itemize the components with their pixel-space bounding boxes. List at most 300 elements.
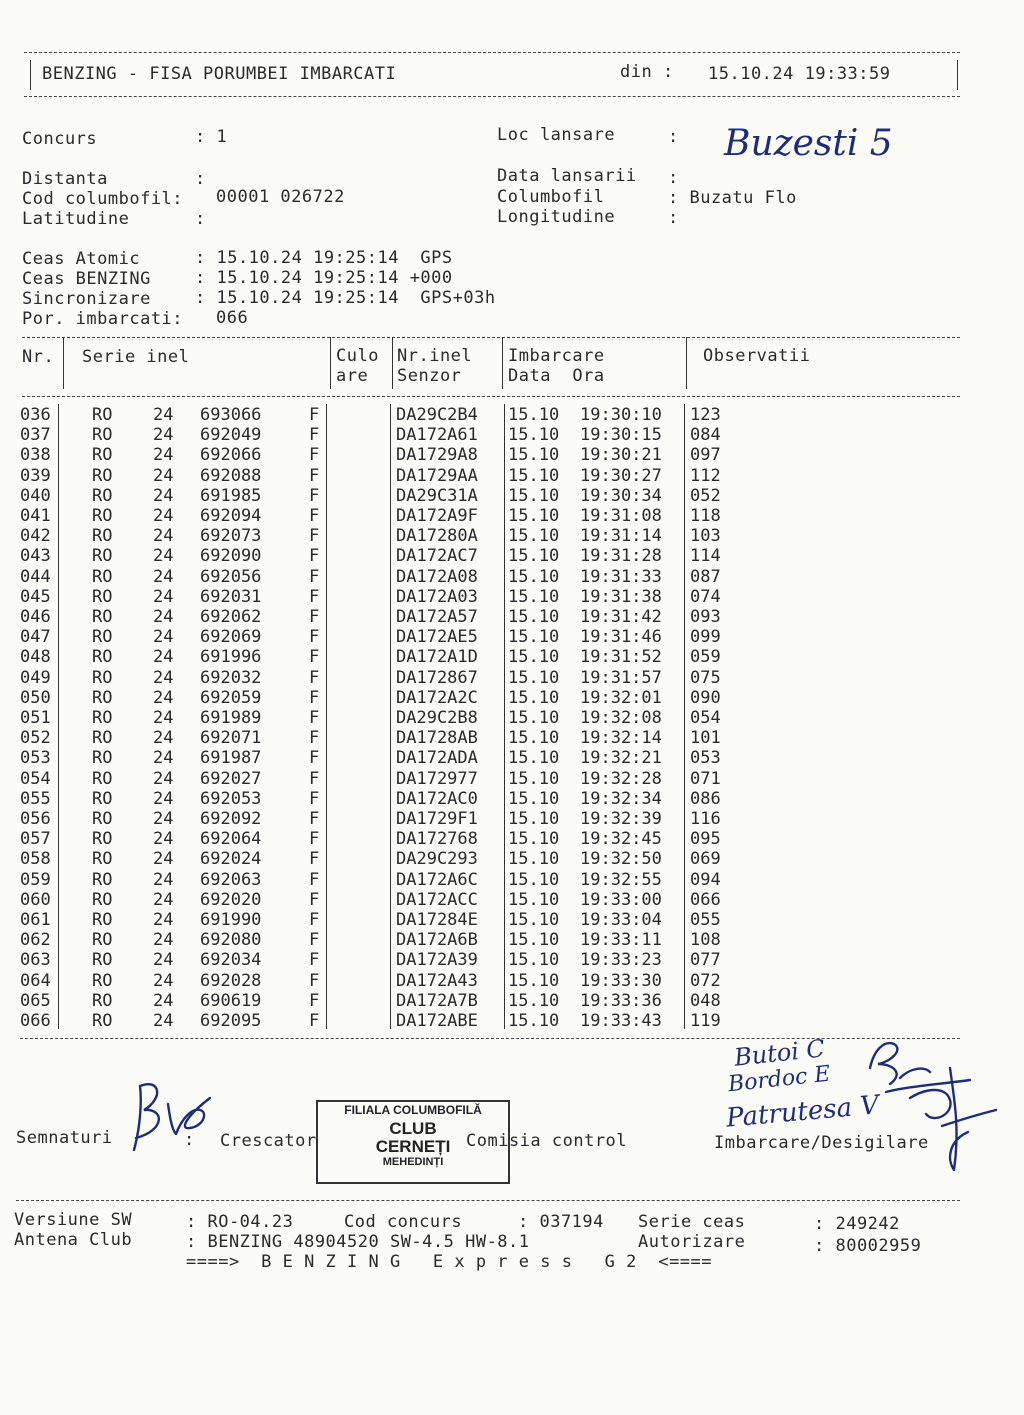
cell-an: 24 [153,627,174,648]
cell-tara: RO [92,930,113,951]
cell-observatii: 084 [690,425,721,446]
cell-ora: 19:33:30 [580,970,662,991]
cell-senzor: DA172A39 [396,950,478,971]
cell-observatii: 101 [690,728,721,749]
cell-ora: 19:32:45 [580,829,662,850]
cell-an: 24 [153,566,174,587]
cell-observatii: 069 [690,849,721,870]
table-row [0,950,1024,970]
cell-senzor: DA172ACC [396,889,478,910]
table-row [0,930,1024,950]
table-header-sep-3 [392,337,393,389]
cell-data: 15.10 [508,647,560,668]
cell-inel: 692020 [200,889,262,910]
serie-ceas-value: : 249242 [814,1214,900,1234]
cell-inel: 692066 [200,445,262,466]
cell-tara: RO [92,627,113,648]
handwritten-name-1: Butoi C [732,1034,827,1072]
cell-ora: 19:31:42 [580,607,662,627]
por-imbarcati-label: Por. imbarcati: [22,309,184,329]
cell-tara: RO [92,485,113,506]
cell-ora: 19:33:43 [580,1011,662,1031]
table-row [0,728,1024,748]
table-row [0,526,1024,546]
data-lansarii-value: : [668,168,679,188]
cell-data: 15.10 [508,930,560,951]
cell-ora: 19:32:21 [580,748,662,769]
cell-nr: 056 [20,809,51,829]
cell-observatii: 059 [690,647,721,668]
table-top-rule [22,337,960,338]
cell-ora: 19:31:52 [580,647,662,668]
table-header-sep-4 [502,337,503,389]
cell-tara: RO [92,869,113,890]
cell-sex: F [309,687,320,708]
cod-columbofil-label: Cod columbofil: [22,189,184,209]
cell-an: 24 [153,809,174,829]
cell-data: 15.10 [508,768,560,789]
cell-data: 15.10 [508,990,560,1011]
cell-senzor: DA172A6C [396,869,478,890]
cell-an: 24 [153,405,174,425]
columbofil-label: Columbofil [497,187,605,207]
cell-nr: 062 [20,930,51,951]
cell-ora: 19:31:57 [580,667,662,688]
cell-ora: 19:30:34 [580,485,662,506]
table-body-sep-4 [504,404,505,1029]
document-title: BENZING - FISA PORUMBEI IMBARCATI [42,64,397,84]
cell-an: 24 [153,485,174,506]
table-row [0,405,1024,425]
cell-inel: 692062 [200,607,262,627]
header-right-border [957,60,958,90]
cell-an: 24 [153,768,174,789]
cell-tara: RO [92,889,113,910]
cell-ora: 19:30:15 [580,425,662,446]
cell-sex: F [309,445,320,466]
club-stamp [316,1100,510,1184]
cell-an: 24 [153,849,174,870]
table-header-sep-1 [63,337,64,389]
cell-ora: 19:32:34 [580,788,662,809]
cell-senzor: DA172AC0 [396,788,478,809]
cell-data: 15.10 [508,566,560,587]
cell-data: 15.10 [508,748,560,769]
table-row [0,829,1024,849]
cell-sex: F [309,566,320,587]
cell-tara: RO [92,566,113,587]
cell-tara: RO [92,768,113,789]
cell-inel: 691985 [200,485,262,506]
cell-an: 24 [153,465,174,486]
table-body-sep-3 [390,404,391,1029]
cell-an: 24 [153,526,174,547]
cell-observatii: 053 [690,748,721,769]
header-top-rule [24,52,960,53]
cell-sex: F [309,526,320,547]
cell-an: 24 [153,990,174,1011]
ceas-atomic-value: : 15.10.24 19:25:14 GPS [195,248,453,268]
cell-an: 24 [153,425,174,446]
cell-data: 15.10 [508,829,560,850]
cell-senzor: DA172768 [396,829,478,850]
cell-tara: RO [92,990,113,1011]
loc-lansare-handwritten: Buzesti 5 [724,123,893,164]
cell-inel: 692069 [200,627,262,648]
cell-ora: 19:31:38 [580,586,662,607]
versiune-sw-value: : RO-04.23 [186,1212,294,1232]
cell-an: 24 [153,728,174,749]
col-header-culoare-2: are [336,366,369,386]
table-row [0,991,1024,1011]
cell-an: 24 [153,445,174,466]
cell-an: 24 [153,667,174,688]
table-body-sep-1 [58,404,59,1029]
cell-sex: F [309,586,320,607]
table-row [0,546,1024,566]
table-row [0,587,1024,607]
cell-nr: 066 [20,1011,51,1031]
cell-senzor: DA172A1D [396,647,478,668]
cell-an: 24 [153,607,174,627]
col-header-serie-inel: Serie inel [82,347,190,367]
cell-nr: 058 [20,849,51,870]
cell-senzor: DA1728AB [396,728,478,749]
cell-inel: 691996 [200,647,262,668]
cell-observatii: 090 [690,687,721,708]
cell-tara: RO [92,708,113,728]
table-body-sep-2 [326,404,327,1029]
table-row [0,567,1024,587]
cell-nr: 064 [20,970,51,991]
cell-ora: 19:32:50 [580,849,662,870]
cell-tara: RO [92,506,113,526]
crescator-label: Crescator [220,1131,317,1151]
col-header-nr: Nr. [22,347,55,367]
cell-data: 15.10 [508,950,560,971]
cell-inel: 692063 [200,869,262,890]
table-row [0,688,1024,708]
table-row [0,849,1024,869]
sincronizare-label: Sincronizare [22,289,151,309]
cell-tara: RO [92,950,113,971]
cell-observatii: 095 [690,829,721,850]
cod-concurs-value: : 037194 [518,1212,604,1232]
cell-ora: 19:33:36 [580,990,662,1011]
cell-inel: 692080 [200,930,262,951]
table-row [0,809,1024,829]
cell-tara: RO [92,788,113,809]
cell-ora: 19:30:21 [580,445,662,466]
cell-tara: RO [92,829,113,850]
cell-tara: RO [92,849,113,870]
cell-nr: 038 [20,445,51,466]
cell-sex: F [309,990,320,1011]
commission-signatures [850,1028,1000,1178]
cell-observatii: 054 [690,708,721,728]
cell-nr: 042 [20,526,51,547]
cell-ora: 19:32:01 [580,687,662,708]
cell-inel: 692088 [200,465,262,486]
cell-senzor: DA29C2B8 [396,708,478,728]
cell-senzor: DA29C31A [396,485,478,506]
semnaturi-label: Semnaturi [16,1128,113,1148]
cell-an: 24 [153,506,174,526]
table-body-sep-5 [684,404,685,1029]
cell-data: 15.10 [508,607,560,627]
cell-sex: F [309,506,320,526]
cell-ora: 19:32:08 [580,708,662,728]
cell-an: 24 [153,687,174,708]
stamp-line-1: FILIALA COLUMBOFILĂ [344,1103,482,1117]
cell-an: 24 [153,910,174,930]
cell-data: 15.10 [508,546,560,567]
cell-senzor: DA172A03 [396,586,478,607]
distanta-value: : [195,169,206,189]
cell-observatii: 074 [690,586,721,607]
cell-nr: 043 [20,546,51,567]
cell-observatii: 114 [690,546,721,567]
cell-senzor: DA1729A8 [396,445,478,466]
cell-data: 15.10 [508,586,560,607]
header-left-border [30,60,31,90]
cell-senzor: DA172A6B [396,930,478,951]
cell-sex: F [309,728,320,749]
cell-an: 24 [153,586,174,607]
cell-sex: F [309,405,320,425]
print-date-label: din : [620,62,674,82]
ceas-atomic-label: Ceas Atomic [22,249,141,269]
cell-senzor: DA17284E [396,910,478,930]
cell-nr: 065 [20,990,51,1011]
handwritten-name-3: Patrutesa V [724,1090,881,1134]
latitudine-value: : [195,209,206,229]
cell-sex: F [309,546,320,567]
cell-an: 24 [153,869,174,890]
cell-senzor: DA172A43 [396,970,478,991]
cell-inel: 692027 [200,768,262,789]
cell-sex: F [309,970,320,991]
col-header-observatii: Observatii [703,346,811,366]
cell-nr: 039 [20,465,51,486]
cell-nr: 060 [20,889,51,910]
cell-tara: RO [92,748,113,769]
stamp-line-3: CERNEȚI [375,1137,451,1156]
cell-data: 15.10 [508,405,560,425]
cell-ora: 19:33:23 [580,950,662,971]
cell-observatii: 112 [690,465,721,486]
cell-sex: F [309,647,320,668]
cell-an: 24 [153,788,174,809]
handwritten-name-2: Bordoc E [726,1061,832,1098]
cell-data: 15.10 [508,526,560,547]
cell-nr: 047 [20,627,51,648]
cell-observatii: 048 [690,990,721,1011]
comisia-control-label: Comisia control [466,1131,628,1151]
cell-ora: 19:30:27 [580,465,662,486]
cell-observatii: 108 [690,930,721,951]
table-row [0,445,1024,465]
cell-sex: F [309,768,320,789]
cell-tara: RO [92,667,113,688]
cell-nr: 057 [20,829,51,850]
cell-senzor: DA172ADA [396,748,478,769]
table-row [0,486,1024,506]
cell-tara: RO [92,586,113,607]
table-row [0,910,1024,930]
semnaturi-colon: : [184,1130,195,1150]
cell-sex: F [309,788,320,809]
cell-sex: F [309,930,320,951]
antena-club-label: Antena Club [14,1230,133,1250]
cell-nr: 048 [20,647,51,668]
cell-nr: 053 [20,748,51,769]
cell-observatii: 093 [690,607,721,627]
table-row [0,789,1024,809]
cell-senzor: DA17280A [396,526,478,547]
cell-tara: RO [92,526,113,547]
cell-senzor: DA172A2C [396,687,478,708]
cell-nr: 046 [20,607,51,627]
cell-data: 15.10 [508,889,560,910]
cell-senzor: DA172867 [396,667,478,688]
table-row [0,668,1024,688]
cell-ora: 19:33:04 [580,910,662,930]
cell-data: 15.10 [508,869,560,890]
header-bottom-rule [24,96,960,97]
cell-inel: 692073 [200,526,262,547]
cell-senzor: DA1729F1 [396,809,478,829]
cell-ora: 19:30:10 [580,405,662,425]
cell-senzor: DA172A61 [396,425,478,446]
cell-inel: 692095 [200,1011,262,1031]
cell-sex: F [309,910,320,930]
col-header-nr-inel-1: Nr.inel [397,346,473,366]
cell-data: 15.10 [508,485,560,506]
cell-inel: 692053 [200,788,262,809]
longitudine-value: : [668,208,679,228]
cell-an: 24 [153,930,174,951]
cell-tara: RO [92,728,113,749]
table-row [0,748,1024,768]
cell-senzor: DA1729AA [396,465,478,486]
cell-data: 15.10 [508,667,560,688]
por-imbarcati-value: 066 [216,308,249,328]
print-date-value: 15.10.24 19:33:59 [708,64,891,84]
imbarcare-desigilare-label: Imbarcare/Desigilare [714,1133,929,1153]
cell-observatii: 118 [690,506,721,526]
cell-senzor: DA29C2B4 [396,405,478,425]
cell-inel: 691990 [200,910,262,930]
cell-observatii: 071 [690,768,721,789]
columbofil-value: : Buzatu Flo [668,188,797,208]
table-row [0,607,1024,627]
cell-sex: F [309,748,320,769]
cell-inel: 692031 [200,586,262,607]
data-lansarii-label: Data lansarii [497,166,637,186]
cell-inel: 693066 [200,405,262,425]
cell-tara: RO [92,607,113,627]
cell-data: 15.10 [508,627,560,648]
cell-ora: 19:31:14 [580,526,662,547]
cell-sex: F [309,465,320,486]
cell-nr: 049 [20,667,51,688]
cell-data: 15.10 [508,506,560,526]
cell-ora: 19:31:46 [580,627,662,648]
crescator-signature [120,1068,220,1158]
cell-senzor: DA29C293 [396,849,478,870]
cell-an: 24 [153,950,174,971]
cell-ora: 19:31:33 [580,566,662,587]
cell-inel: 692092 [200,809,262,829]
cell-data: 15.10 [508,809,560,829]
concurs-value: : 1 [195,127,228,147]
cell-data: 15.10 [508,708,560,728]
cell-sex: F [309,809,320,829]
cell-senzor: DA172A9F [396,506,478,526]
ceas-benzing-label: Ceas BENZING [22,269,151,289]
cell-nr: 040 [20,485,51,506]
cell-sex: F [309,627,320,648]
brand-line: ====> B E N Z I N G E x p r e s s G 2 <==== [186,1252,713,1272]
col-header-imbarcare-1: Imbarcare [508,346,605,366]
cell-senzor: DA172A57 [396,607,478,627]
cell-tara: RO [92,687,113,708]
cell-sex: F [309,485,320,506]
loc-lansare-label: Loc lansare [497,125,616,145]
cell-inel: 692034 [200,950,262,971]
distanta-label: Distanta [22,169,108,189]
cell-sex: F [309,950,320,971]
col-header-culoare-1: Culo [336,346,379,366]
table-header-sep-5 [686,337,687,389]
cell-nr: 045 [20,586,51,607]
table-row [0,425,1024,445]
cell-inel: 692032 [200,667,262,688]
cell-ora: 19:32:55 [580,869,662,890]
cell-sex: F [309,869,320,890]
cell-inel: 692028 [200,970,262,991]
serie-ceas-label: Serie ceas [638,1212,746,1232]
cod-concurs-label: Cod concurs [344,1212,463,1232]
cell-sex: F [309,849,320,870]
cell-inel: 692056 [200,566,262,587]
cell-observatii: 086 [690,788,721,809]
cell-observatii: 119 [690,1011,721,1031]
table-row [0,769,1024,789]
cell-inel: 692024 [200,849,262,870]
cell-data: 15.10 [508,687,560,708]
cell-sex: F [309,889,320,910]
cell-nr: 036 [20,405,51,425]
cell-senzor: DA172A7B [396,990,478,1011]
cell-senzor: DA172ABE [396,1011,478,1031]
cell-ora: 19:33:11 [580,930,662,951]
cell-observatii: 103 [690,526,721,547]
cell-observatii: 055 [690,910,721,930]
cell-ora: 19:32:14 [580,728,662,749]
cell-data: 15.10 [508,1011,560,1031]
cell-data: 15.10 [508,788,560,809]
cell-data: 15.10 [508,728,560,749]
cell-sex: F [309,829,320,850]
cell-data: 15.10 [508,970,560,991]
cell-senzor: DA172977 [396,768,478,789]
cell-tara: RO [92,425,113,446]
stamp-line-2: CLUB [389,1119,437,1138]
cell-observatii: 075 [690,667,721,688]
cell-inel: 690619 [200,990,262,1011]
